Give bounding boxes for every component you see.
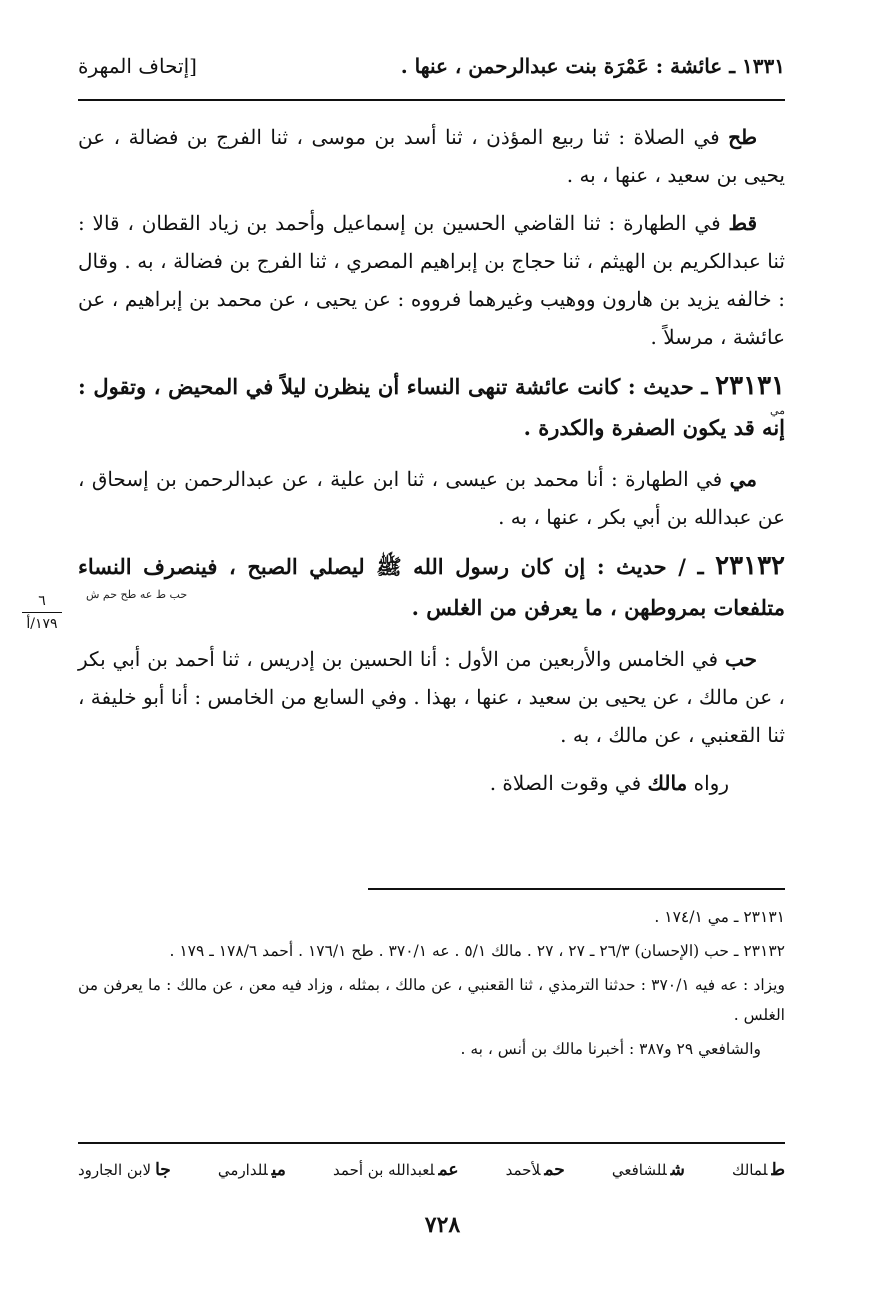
source-name: مالك (647, 771, 688, 795)
legend-divider (78, 1142, 785, 1144)
hadith-23131 (78, 366, 785, 448)
header-book-name: [إتحاف المهرة (78, 54, 197, 78)
legend-item (333, 1156, 458, 1184)
siglum: قط (728, 211, 757, 235)
legend-label: لمالك (732, 1161, 768, 1179)
paragraph-prefix: رواه (687, 771, 729, 795)
hadith-text: ـ حديث : كانت عائشة تنهى النساء أن ينظرن ليلاً في المحيض ، وتقول : إنه قد يكون الصفرة والكدرة . (78, 374, 785, 440)
legend-item (732, 1156, 785, 1184)
siglum: حب (724, 647, 757, 671)
abbreviation-legend (78, 1156, 785, 1184)
margin-manuscript-ref (22, 592, 62, 633)
header-divider (78, 99, 785, 101)
legend-label: للدارمي (217, 1161, 268, 1179)
legend-item (506, 1156, 565, 1184)
footnote-1: ٢٣١٣١ ـ مي ١٧٤/١ . (654, 908, 785, 926)
legend-abbr: ط (771, 1160, 785, 1180)
margin-ref-bottom: ١٧٩/أ (26, 616, 58, 632)
paragraph-riwayah (78, 764, 785, 802)
main-text (78, 118, 785, 812)
siglum: مي (729, 467, 757, 491)
paragraph-tah (78, 118, 785, 194)
paragraph-text: في الطهارة : ثنا القاضي الحسين بن إسماعيل وأحمد بن زياد القطان ، قالا : ثنا عبدالكريم بن الهيثم ، ثنا حجاج بن إبراهيم المصري ، ثنا الفرج بن فضالة ، به . وقال : خالفه يزيد بن هارون ووهيب وغيرهما فرووه : عن يحيى ، عن محمد بن إبراهيم ، عن عائشة ، مرسلاً . (78, 211, 785, 349)
paragraph-hb (78, 640, 785, 754)
page-number: ٧٢٨ (424, 1212, 461, 1238)
hadith-23132 (78, 546, 785, 628)
paragraph-text: في الطهارة : أنا محمد بن عيسى ، ثنا ابن علية ، عن عبدالرحمن بن إسحاق ، عن عبدالله بن أبي بكر ، عنها ، به . (78, 467, 785, 529)
hadith-text: ـ / حديث : إن كان رسول الله ﷺ ليصلي الصبح ، فينصرف النساء متلفعات بمروطهن ، ما يعرفن من الغلس . (78, 554, 785, 620)
legend-item (612, 1156, 685, 1184)
siglum: طح (728, 125, 757, 149)
legend-item (218, 1156, 286, 1184)
legend-item (78, 1156, 171, 1184)
legend-label: لابن الجارود (78, 1161, 152, 1179)
hadith-sigla: مي (769, 404, 785, 417)
running-header (78, 48, 785, 88)
legend-label: لأحمد (505, 1161, 541, 1179)
footnote-4: والشافعي ٢٩ و٣٨٧ : أخبرنا مالك بن أنس ، به . (460, 1040, 761, 1058)
legend-abbr: عم (438, 1160, 459, 1180)
footnotes (78, 902, 785, 1068)
paragraph-qt (78, 204, 785, 356)
legend-label: للشافعي (611, 1161, 667, 1179)
paragraph-mi (78, 460, 785, 536)
hadith-number: ٢٣١٣٢ (715, 551, 785, 581)
footnote-divider (368, 888, 785, 890)
legend-abbr: ش (670, 1160, 685, 1180)
footnote-2: ٢٣١٣٢ ـ حب (الإحسان) ٢٦/٣ ـ ٢٧ ، ٢٧ . مالك ٥/١ . عه ٣٧٠/١ . طح ١٧٦/١ . أحمد ١٧٨/٦ ـ ١٧٩ . (169, 942, 785, 960)
paragraph-text: في الخامس والأربعين من الأول : أنا الحسين بن إدريس ، ثنا أحمد بن أبي بكر ، عن مالك ، عن يحيى بن سعيد ، عنها ، بهذا . وفي السابع من الخامس : أنا أبو خليفة ، ثنا القعنبي ، عن مالك ، به . (77, 647, 785, 747)
legend-abbr: مي (271, 1160, 286, 1180)
paragraph-suffix: في وقوت الصلاة . (489, 771, 648, 795)
paragraph-text: في الصلاة : ثنا ربيع المؤذن ، ثنا أسد بن موسى ، ثنا الفرج بن فضالة ، عن يحيى بن سعيد ، عنها ، به . (78, 125, 785, 187)
header-title: ١٣٣١ ـ عائشة : عَمْرَة بنت عبدالرحمن ، عنها . (400, 54, 785, 78)
hadith-sigla: حب ط عه طح حم ش (86, 588, 188, 601)
hadith-number: ٢٣١٣١ (715, 371, 785, 401)
legend-label: لعبدالله بن أحمد (333, 1161, 435, 1179)
legend-abbr: جا (155, 1160, 171, 1180)
legend-abbr: حم (544, 1160, 565, 1180)
footnote-3: ويزاد : عه فيه ٣٧٠/١ : حدثنا الترمذي ، ثنا القعنبي ، عن مالك ، بمثله ، وزاد فيه معن ، عن مالك : ما يعرفن من الغلس . (78, 976, 785, 1024)
margin-ref-top: ٦ (22, 592, 62, 613)
